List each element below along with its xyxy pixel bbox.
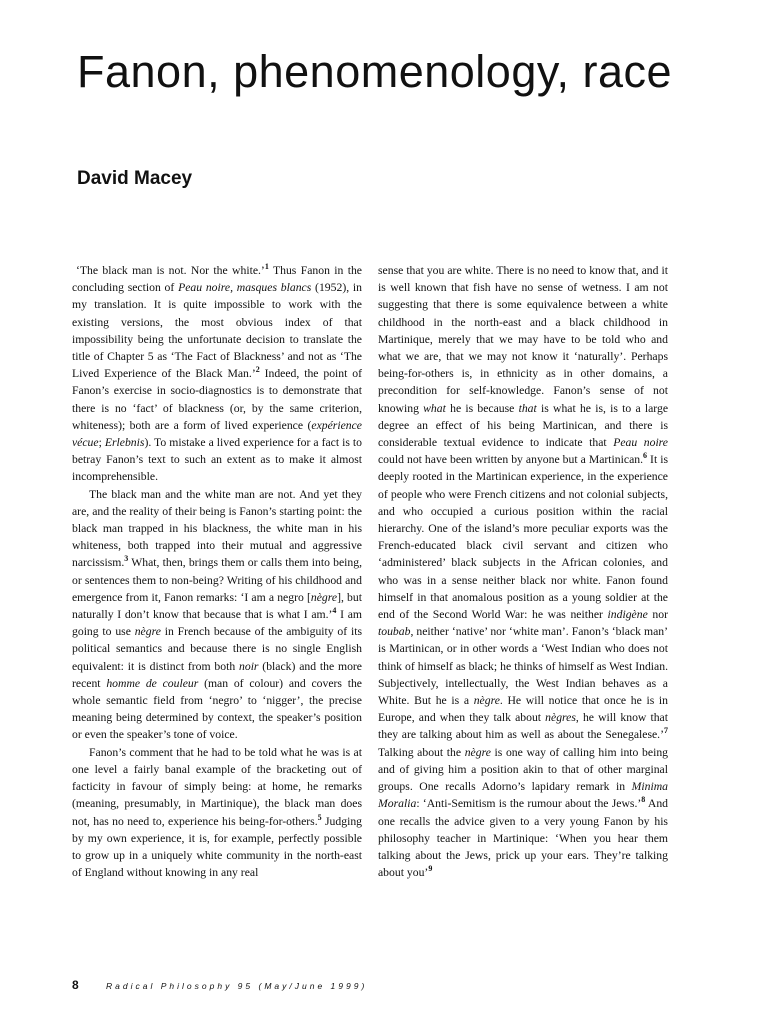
text-run: ; (98, 436, 105, 450)
paragraph (378, 262, 668, 881)
text-run: ). To mistake a lived experience for a fact is to betray Fanon’s text to such an extent as to make it almost incomprehensible. (72, 436, 362, 484)
text-run: (1952), in my translation. It is quite impossible to work with the existing versions, the most obvious index of that impossibility being the unfortunate decision to translate the title of Chapter 5 as ‘The Fact of Blackness’ and not as ‘The Lived Experience of the Black Man.’ (72, 281, 362, 381)
text-run: . He will notice that once he is in Europe, and when they talk about (378, 694, 668, 725)
italic-text: nègre (134, 625, 161, 639)
text-run: Indeed, the point of Fanon’s exercise in socio-diagnostics is to demonstrate that there is no ‘fact’ of blackness (or, by the same criterion, whiteness); both are a form of lived experience ( (72, 367, 362, 432)
article-author: David Macey (77, 168, 193, 189)
text-run: Fanon’s comment that he had to be told what he was is at one level a fairly banal example of the bracketing out of facticity in favour of simply being: at home, he remarks (meaning, presumably, in Martinique), the black man does not, has no need to, experience his being-for-others. (72, 745, 362, 828)
article-title: Fanon, phenomenology, race (77, 46, 673, 97)
italic-text: toubab (378, 625, 411, 639)
text-run: Thus Fanon in the concluding section of (72, 264, 362, 295)
text-run: ‘The black man is not. Nor the white.’ (76, 264, 265, 277)
text-run: in French because of the ambiguity of its political semantics and because there is no single English equivalent: it is distinct from both (72, 625, 363, 673)
footnote-ref: 6 (643, 451, 648, 461)
text-run: The black man and the white man are not. And yet they are, and the reality of their being is Fanon’s starting point: the black man trapped in his blackness, the white man in his whiteness, both trapped into their mutual and aggressive narcissism. (72, 487, 362, 570)
italic-text: homme de couleur (106, 676, 199, 690)
text-run: could not have been written by anyone but a Martinican. (378, 453, 644, 467)
footnote-ref: 8 (641, 795, 646, 805)
italic-text: what (423, 401, 446, 415)
paragraph (72, 486, 362, 744)
text-run: is what he is, is to a large degree an effect of his being Martinican, and there is considerable textual evidence to indicate that (378, 401, 669, 450)
footnote-ref: 9 (428, 864, 433, 874)
italic-text: nègre (464, 745, 491, 759)
footnote-ref: 3 (124, 554, 129, 564)
italic-text: nègres (545, 711, 576, 725)
text-run: Judging by my own experience, it is, for example, perfectly possible to grow up in a uniquely white community in the north-east of England without knowing in any real (72, 814, 363, 880)
text-run: (black) and the more recent (72, 659, 362, 690)
footnote-ref: 5 (317, 812, 322, 822)
text-run: nor (647, 608, 668, 622)
italic-text: Peau noire (613, 436, 668, 450)
text-run: : ‘Anti-Semitism is the rumour about the Jews.’ (416, 797, 642, 811)
text-run: What, then, brings them or calls them into being, or sentences them to non-being? Writing of his childhood and emergence from it, Fanon remarks: ‘I am a negro [ (72, 556, 362, 604)
italic-text: that (518, 401, 537, 415)
italic-text: Minima Moralia (378, 780, 668, 811)
paragraph (72, 262, 362, 486)
journal-citation: Radical Philosophy 95 (May/June 1999) (106, 981, 368, 991)
footnote-ref: 2 (255, 365, 260, 375)
right-column (378, 262, 668, 881)
text-run: And one recalls the advice given to a very young Fanon by his philosophy teacher in Martinique: ‘When you hear them talking about the Jews, prick up your ears. They’re talking about you’ (378, 797, 669, 880)
text-run: Talking about the (378, 745, 465, 759)
page-footer (72, 978, 367, 992)
italic-text: expérience vécue (72, 418, 362, 450)
text-run: , he will know that they are talking about him as well as about the Senegalese.’ (378, 711, 668, 742)
italic-text: indigène (607, 608, 648, 622)
footnote-ref: 1 (264, 262, 269, 272)
footnote-ref: 4 (332, 606, 337, 616)
text-run: (man of colour) and covers the whole semantic field from ‘negro’ to ‘nigger’, the precise meaning being determined by context, the speaker’s position or even the speaker’s tone of voice. (72, 676, 362, 742)
italic-text: nègre (473, 694, 500, 708)
text-run: is one way of calling him into being and of giving him a position akin to that of other marginal groups. One recalls Adorno’s lapidary remark in (378, 745, 669, 794)
italic-text: Erlebnis (104, 436, 145, 450)
text-run: he is because (445, 401, 519, 415)
text-run: ], but naturally I don’t know that because that is what I am.’ (72, 590, 362, 622)
footnote-ref: 7 (664, 726, 668, 736)
text-run: I am going to use (72, 608, 362, 639)
left-column (72, 262, 362, 881)
italic-text: nègre (310, 590, 338, 604)
italic-text: Peau noire, masques blancs (178, 281, 312, 295)
text-run: It is deeply rooted in the Martinican experience, in the experience of people who were French citizens and not colonial subjects, and who occupied a curious position within the racial hierarchy. One of the island’s more peculiar exports was the French-educated black civil servant and citizen who ‘administered’ black subjects in the African colonies, and who was in a sense neither black nor white. Fanon found himself in that anomalous position as a young soldier at the end of the Second World War: he was neither (378, 453, 668, 622)
text-run: , neither ‘native’ nor ‘white man’. Fanon’s ‘black man’ is Martinican, or in other words a ‘West Indian who does not think of himself as black; he thinks of himself as West Indian. Subjectively, intellectually, the West Indian behaves as a White. But he is a (378, 625, 668, 708)
paragraph (72, 744, 362, 882)
page-number: 8 (72, 978, 79, 992)
italic-text: noir (239, 659, 259, 673)
text-run: sense that you are white. There is no need to know that, and it is well known that fish have no sense of wetness. I am not suggesting that there is some equivalence between a white childhood in the north-east and a black childhood in Martinique, merely that we may have to be told who and what we are, that we may not know it ‘naturally’. Perhaps being-for-others is, in ethnicity as in other domains, a precondition for self-knowledge. Fanon’s sense of not knowing (378, 264, 668, 415)
